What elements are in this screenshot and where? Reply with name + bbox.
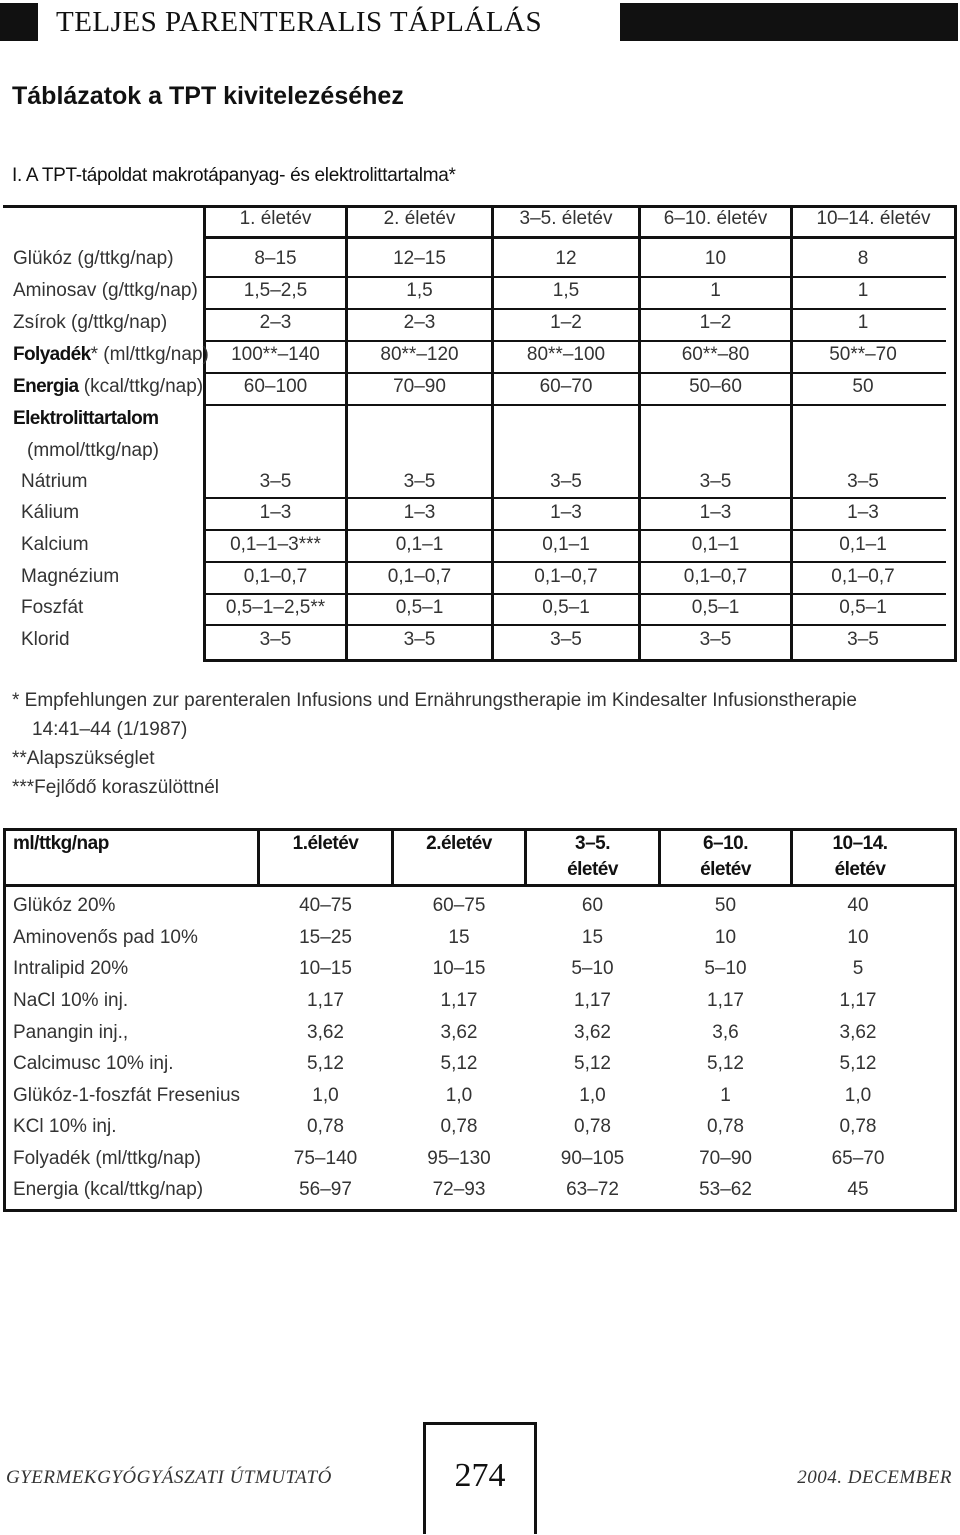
- table-cell: 3,62: [440, 1022, 478, 1043]
- table-cell: 1,17: [307, 990, 344, 1011]
- footnote: * Empfehlungen zur parenteralen Infusions und Ernährungstherapie im Kindesalter Infusionstherapie: [12, 690, 857, 711]
- table-cell: 0,78: [307, 1116, 344, 1137]
- table-cell: 0,5–1: [691, 597, 740, 618]
- table-cell: 90–105: [560, 1148, 625, 1169]
- table-cell: 0,1–0,7: [387, 566, 452, 587]
- table2-col-header-line2: életév: [700, 859, 751, 880]
- table-cell: 1: [857, 312, 869, 333]
- table-cell: 1,0: [844, 1085, 872, 1106]
- table-cell: 8–15: [254, 248, 297, 269]
- table-cell: 5: [852, 958, 864, 979]
- table-cell: 80**–100: [526, 344, 606, 365]
- table1-col-header: 3–5. életév: [519, 208, 613, 229]
- row-label-bold: Energia: [13, 376, 79, 397]
- row-rule: [206, 308, 946, 310]
- row-label: Klorid: [21, 629, 70, 650]
- table-cell: 1,0: [445, 1085, 473, 1106]
- table-cell: 65–70: [831, 1148, 885, 1169]
- table1-col-header: 1. életév: [239, 208, 312, 229]
- header-band: [0, 3, 958, 41]
- table-cell: 5–10: [704, 958, 747, 979]
- row-label-unit: * (ml/ttkg/nap): [90, 344, 209, 365]
- table-cell: 0,1–0,7: [243, 566, 308, 587]
- table-cell: 0,1–0,7: [534, 566, 598, 587]
- table-cell: 0,78: [839, 1116, 877, 1137]
- footer-issue-date: 2004. DECEMBER: [797, 1467, 952, 1488]
- table2-col-header: 3–5.: [575, 833, 610, 854]
- table-cell: 0,1–1–3***: [230, 534, 321, 555]
- table-cell: 63–72: [566, 1179, 619, 1200]
- header-title-box: [38, 3, 620, 41]
- table2-header-label: ml/ttkg/nap: [13, 833, 109, 854]
- table-cell: 10: [847, 927, 869, 948]
- table-cell: 60**–80: [681, 344, 750, 365]
- table-cell: 50–60: [689, 376, 742, 397]
- row-label: Calcimusc 10% inj.: [13, 1053, 174, 1074]
- table-cell: 3,62: [307, 1022, 344, 1043]
- table2-col-header: 2.életév: [426, 833, 492, 854]
- table-cell: 3–5: [847, 629, 879, 650]
- table2-col-header-line2: életév: [567, 859, 618, 880]
- table-cell: 1–3: [550, 502, 582, 523]
- table-cell: 60: [581, 895, 604, 916]
- table-cell: 3–5: [550, 471, 582, 492]
- table2-col-header: 6–10.: [702, 833, 749, 854]
- table-cell: 1,0: [312, 1085, 339, 1106]
- row-rule: [206, 276, 946, 278]
- row-rule: [206, 529, 946, 531]
- footer-publication-title: GYERMEKGYÓGYÁSZATI ÚTMUTATÓ: [6, 1467, 332, 1488]
- table-cell: 1,17: [707, 990, 744, 1011]
- table-cell: 0,5–1: [395, 597, 444, 618]
- table-cell: 15: [448, 927, 470, 948]
- table-cell: 2–3: [403, 312, 436, 333]
- table-cell: 100**–140: [231, 344, 320, 365]
- table1-header-underline: [203, 236, 957, 239]
- table-cell: 8: [857, 248, 869, 269]
- page-number: 274: [454, 1457, 506, 1494]
- table-cell: 0,5–1–2,5**: [225, 597, 326, 618]
- row-label: Intralipid 20%: [13, 958, 129, 979]
- row-label: [13, 376, 203, 398]
- table-cell: 15: [581, 927, 604, 948]
- table-cell: 0,1–1: [395, 534, 444, 555]
- row-rule: [206, 497, 946, 499]
- table-cell: 1–3: [259, 502, 292, 523]
- table-cell: 60–75: [432, 895, 486, 916]
- row-label: Glükóz-1-foszfát Fresenius: [13, 1085, 241, 1106]
- row-label: Glükóz (g/ttkg/nap): [13, 248, 174, 269]
- table-cell: 3–5: [403, 471, 436, 492]
- table-cell: 70–90: [699, 1148, 752, 1169]
- table-cell: 1–2: [550, 312, 582, 333]
- table-cell: 60–100: [243, 376, 308, 397]
- table-cell: 3–5: [699, 629, 732, 650]
- table-cell: 0,5–1: [839, 597, 887, 618]
- table1-col-header: 6–10. életév: [663, 208, 768, 229]
- row-label: Magnézium: [21, 566, 120, 587]
- table-cell: 3–5: [259, 629, 292, 650]
- electrolyte-heading: Elektrolittartalom: [13, 408, 159, 429]
- table-cell: 40–75: [299, 895, 352, 916]
- table-cell: 0,78: [707, 1116, 744, 1137]
- table-cell: 50: [852, 376, 874, 397]
- table1-col-header: 10–14. életév: [816, 208, 931, 229]
- table-cell: 12–15: [393, 248, 446, 269]
- row-label: Kalcium: [21, 534, 89, 555]
- table1-bottom-border: [203, 659, 957, 662]
- table-cell: 3–5: [699, 471, 732, 492]
- infusion-volume-table: [3, 828, 957, 1212]
- row-label: Panangin inj.,: [13, 1022, 129, 1043]
- table-cell: 0,78: [574, 1116, 611, 1137]
- table-cell: 12: [555, 248, 577, 269]
- table-cell: 1: [720, 1085, 731, 1106]
- row-label-unit: (kcal/ttkg/nap): [78, 376, 204, 397]
- footnotes: [12, 686, 912, 802]
- table-cell: 40: [847, 895, 869, 916]
- table-cell: 1,5: [552, 280, 580, 301]
- table-cell: 1,17: [574, 990, 611, 1011]
- footnote: **Alapszükséglet: [12, 748, 155, 769]
- table-cell: 70–90: [393, 376, 446, 397]
- table-cell: 10: [704, 248, 727, 269]
- table-cell: 3–5: [403, 629, 436, 650]
- row-label: Kálium: [21, 502, 80, 523]
- table-cell: 1,5: [406, 280, 433, 301]
- row-label-bold: Folyadék: [13, 344, 91, 365]
- table2-col-header: 10–14.: [832, 833, 888, 854]
- section-heading: Táblázatok a TPT kivitelezéséhez: [12, 82, 404, 110]
- row-label: NaCl 10% inj.: [13, 990, 129, 1011]
- table-cell: 50**–70: [829, 344, 897, 365]
- table-cell: 75–140: [293, 1148, 358, 1169]
- row-label: Folyadék (ml/ttkg/nap): [13, 1148, 201, 1169]
- table-cell: 0,1–0,7: [683, 566, 748, 587]
- table-cell: 0,1–1: [839, 534, 887, 555]
- table-cell: 5–10: [571, 958, 614, 979]
- table-cell: 45: [847, 1179, 869, 1200]
- macronutrient-table: [3, 205, 957, 662]
- page-header-title: TELJES PARENTERALIS TÁPLÁLÁS: [56, 6, 543, 38]
- row-label: [13, 344, 209, 366]
- table-cell: 1,0: [579, 1085, 606, 1106]
- table-cell: 15–25: [299, 927, 352, 948]
- row-label: Nátrium: [21, 471, 88, 492]
- table1-vline: [954, 205, 957, 662]
- table-cell: 10–15: [432, 958, 486, 979]
- table-cell: 5,12: [307, 1053, 344, 1074]
- table-cell: 1: [710, 280, 721, 301]
- table-cell: 0,5–1: [542, 597, 590, 618]
- table-cell: 60–70: [539, 376, 593, 397]
- table-cell: 53–62: [699, 1179, 752, 1200]
- table-cell: 1–2: [699, 312, 732, 333]
- footnote: ***Fejlődő koraszülöttnél: [12, 777, 220, 798]
- electrolyte-unit: (mmol/ttkg/nap): [27, 440, 159, 461]
- table-cell: 50: [714, 895, 737, 916]
- table-cell: 3–5: [259, 471, 292, 492]
- row-rule: [206, 561, 946, 563]
- table-cell: 5,12: [707, 1053, 744, 1074]
- row-rule: [206, 593, 946, 595]
- table-cell: 1,17: [440, 990, 478, 1011]
- table-cell: 0,1–0,7: [831, 566, 895, 587]
- table-cell: 10–15: [299, 958, 352, 979]
- table2-bottom-border: [3, 1209, 957, 1212]
- row-label: Zsírok (g/ttkg/nap): [13, 312, 168, 333]
- table-cell: 1–3: [699, 502, 732, 523]
- row-rule: [206, 340, 946, 342]
- row-rule: [206, 404, 946, 406]
- table-cell: 72–93: [432, 1179, 486, 1200]
- table-cell: 2–3: [259, 312, 292, 333]
- row-label: Glükóz 20%: [13, 895, 116, 916]
- table-cell: 95–130: [427, 1148, 491, 1169]
- row-label: Aminosav (g/ttkg/nap): [13, 280, 198, 301]
- table-cell: 1,17: [839, 990, 877, 1011]
- row-label: Aminovenős pad 10%: [13, 927, 198, 948]
- table2-col-header: 1.életév: [292, 833, 359, 854]
- table-cell: 0,1–1: [691, 534, 740, 555]
- table-cell: 56–97: [299, 1179, 352, 1200]
- footnote: 14:41–44 (1/1987): [32, 719, 188, 740]
- table2-vline: [954, 828, 957, 1212]
- table2-vline: [3, 828, 6, 1212]
- table-cell: 3,62: [839, 1022, 877, 1043]
- table-cell: 5,12: [574, 1053, 611, 1074]
- table-cell: 3,62: [574, 1022, 611, 1043]
- row-rule: [206, 624, 946, 626]
- table-cell: 1–3: [403, 502, 436, 523]
- table-cell: 5,12: [839, 1053, 877, 1074]
- table-cell: 3–5: [847, 471, 879, 492]
- row-rule: [206, 372, 946, 374]
- table2-header-underline: [3, 884, 957, 887]
- table-cell: 3–5: [550, 629, 582, 650]
- table-cell: 1: [857, 280, 869, 301]
- table-cell: 0,1–1: [542, 534, 590, 555]
- table2-col-header-line2: életév: [834, 859, 886, 880]
- table1-col-header: 2. életév: [383, 208, 456, 229]
- table-cell: 1–3: [847, 502, 879, 523]
- table-cell: 5,12: [440, 1053, 478, 1074]
- table-cell: 1,5–2,5: [243, 280, 308, 301]
- row-label: Energia (kcal/ttkg/nap): [13, 1179, 204, 1200]
- row-label: KCl 10% inj.: [13, 1116, 117, 1137]
- table1-caption: I. A TPT-tápoldat makrotápanyag- és elektrolittartalma*: [12, 165, 456, 186]
- table-cell: 3,6: [712, 1022, 739, 1043]
- row-label: Foszfát: [21, 597, 84, 618]
- table-cell: 0,78: [440, 1116, 478, 1137]
- table-cell: 10: [714, 927, 737, 948]
- page-number-box: [423, 1422, 537, 1534]
- table-cell: 80**–120: [380, 344, 459, 365]
